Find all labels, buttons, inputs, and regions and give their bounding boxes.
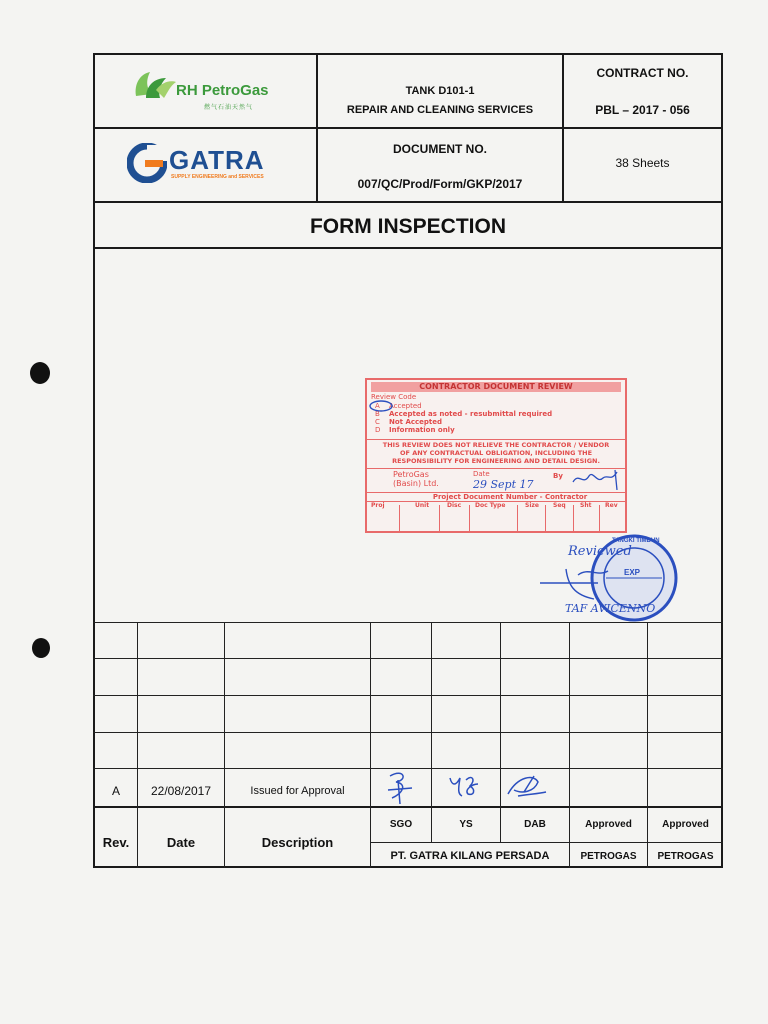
stamp-rule-1 bbox=[367, 439, 625, 440]
sig-label-approved-2: Approved bbox=[662, 819, 709, 830]
contract-value: PBL – 2017 - 056 bbox=[595, 103, 690, 117]
punch-hole-top bbox=[30, 362, 50, 384]
stamp-col-rev: Rev bbox=[605, 502, 618, 509]
header-divider-2 bbox=[93, 201, 723, 203]
code-a-circle-mark bbox=[368, 399, 394, 413]
stamp-col-unit: Unit bbox=[415, 502, 430, 509]
rev-row-line-1 bbox=[93, 622, 723, 623]
rev-row-line-3 bbox=[93, 695, 723, 696]
company1-subtitle: 燃气石油天然气 bbox=[204, 105, 254, 111]
company2-subtitle: SUPPLY ENGINEERING and SERVICES bbox=[171, 174, 264, 180]
company1-name: RH PetroGas bbox=[176, 82, 269, 99]
sig-label-approved-1: Approved bbox=[585, 819, 632, 830]
stamp-disclaimer-line-1: THIS REVIEW DOES NOT RELIEVE THE CONTRACTOR / VENDOR bbox=[382, 441, 610, 449]
gatra-g-icon bbox=[127, 143, 167, 183]
stamp-date-value: 29 Sept 17 bbox=[473, 478, 534, 491]
stamp-review-code: Review Code bbox=[371, 393, 417, 401]
header-date: Date bbox=[166, 835, 196, 850]
company2-name: GATRA bbox=[169, 145, 265, 175]
header-description: Description bbox=[261, 835, 334, 850]
stamp-code-b: B Accepted as noted - resubmittal required bbox=[375, 410, 553, 418]
sig-label-ys: YS bbox=[459, 819, 473, 830]
sheets-count: 38 Sheets bbox=[615, 156, 670, 170]
project-line-2: REPAIR AND CLEANING SERVICES bbox=[346, 104, 534, 116]
title-divider bbox=[93, 247, 723, 249]
header-divider-1 bbox=[93, 127, 723, 129]
header-petrogas-2: PETROGAS bbox=[657, 851, 714, 862]
stamp-code-c: C Not Accepted bbox=[375, 418, 443, 426]
rev-col-1 bbox=[137, 622, 138, 868]
rev-row-line-6 bbox=[93, 806, 723, 808]
rev-a-date: 22/08/2017 bbox=[150, 784, 212, 798]
petrogas-leaf-icon bbox=[132, 68, 178, 102]
stamp-col-proj: Proj bbox=[371, 502, 385, 509]
header-rev: Rev. bbox=[102, 835, 130, 850]
rev-col-3 bbox=[370, 622, 371, 868]
rev-col-7 bbox=[647, 622, 648, 868]
stamp-col-seq: Seq bbox=[553, 502, 566, 509]
sig-label-dab: DAB bbox=[524, 819, 546, 830]
rev-col-4 bbox=[431, 622, 432, 842]
stamp-col-size: Size bbox=[525, 502, 539, 509]
reviewer-note: Reviewed bbox=[568, 544, 632, 559]
stamp-cell-div-4 bbox=[517, 505, 518, 533]
stamp-cell-div-3 bbox=[469, 505, 470, 533]
stamp-disclaimer-line-2: OF ANY CONTRACTUAL OBLIGATION, INCLUDING THE bbox=[399, 449, 593, 457]
stamp-code-d: D Information only bbox=[375, 426, 455, 434]
rev-row-line-4 bbox=[93, 732, 723, 733]
seal-text-top: TANGKI TIMBUN bbox=[612, 538, 660, 544]
stamp-col-sht: Sht bbox=[580, 502, 592, 509]
signature-ys bbox=[446, 772, 486, 802]
contract-label: CONTRACT NO. bbox=[596, 66, 689, 80]
rev-row-line-2 bbox=[93, 658, 723, 659]
stamp-col-disc: Disc bbox=[447, 502, 462, 509]
stamp-company-line-2: (Basin) Ltd. bbox=[393, 479, 439, 488]
reviewer-name: TAF AVICENNO bbox=[565, 602, 656, 615]
stamp-disclaimer bbox=[369, 441, 623, 465]
stamp-code-list bbox=[375, 402, 552, 434]
stamp-title: CONTRACTOR DOCUMENT REVIEW bbox=[371, 382, 621, 392]
stamp-cell-div-1 bbox=[399, 505, 400, 533]
stamp-cell-div-6 bbox=[573, 505, 574, 533]
stamp-by-label: By bbox=[553, 472, 563, 480]
document-value: 007/QC/Prod/Form/GKP/2017 bbox=[357, 177, 523, 191]
punch-hole-bottom bbox=[32, 638, 50, 658]
stamp-by-signature bbox=[571, 468, 621, 490]
stamp-project-doc: Project Document Number - Contractor bbox=[432, 493, 588, 501]
rev-a-rev: A bbox=[111, 784, 120, 798]
stamp-disclaimer-line-3: RESPONSIBILITY FOR ENGINEERING AND DETAIL DESIGN. bbox=[392, 457, 600, 465]
stamp-cell-div-5 bbox=[545, 505, 546, 533]
signature-dab bbox=[504, 772, 548, 802]
form-title: FORM INSPECTION bbox=[309, 215, 506, 238]
header-petrogas-1: PETROGAS bbox=[580, 851, 637, 862]
header-company: PT. GATRA KILANG PERSADA bbox=[390, 850, 550, 862]
stamp-company bbox=[393, 470, 439, 488]
rev-col-5 bbox=[500, 622, 501, 842]
stamp-company-line-1: PetroGas bbox=[393, 470, 429, 479]
document-label: DOCUMENT NO. bbox=[393, 142, 487, 156]
signature-sgo bbox=[382, 768, 422, 806]
stamp-cell-div-2 bbox=[439, 505, 440, 533]
seal-text-mid: EXP bbox=[624, 568, 641, 577]
stamp-cell-div-7 bbox=[599, 505, 600, 533]
stamp-date-label: Date bbox=[473, 470, 490, 478]
rev-row-line-7 bbox=[370, 842, 723, 843]
rev-a-description: Issued for Approval bbox=[250, 785, 345, 797]
rev-col-2 bbox=[224, 622, 225, 868]
project-title bbox=[318, 82, 562, 120]
project-line-1: TANK D101-1 bbox=[405, 85, 475, 97]
rh-petrogas-logo bbox=[132, 68, 282, 116]
rev-col-6 bbox=[569, 622, 570, 868]
gatra-logo bbox=[127, 143, 287, 187]
stamp-code-a: A Accepted bbox=[375, 402, 422, 410]
contractor-review-stamp bbox=[365, 378, 627, 533]
reviewer-signature bbox=[538, 565, 628, 605]
sig-label-sgo: SGO bbox=[389, 819, 413, 830]
stamp-col-doctype: Doc Type bbox=[475, 502, 506, 509]
